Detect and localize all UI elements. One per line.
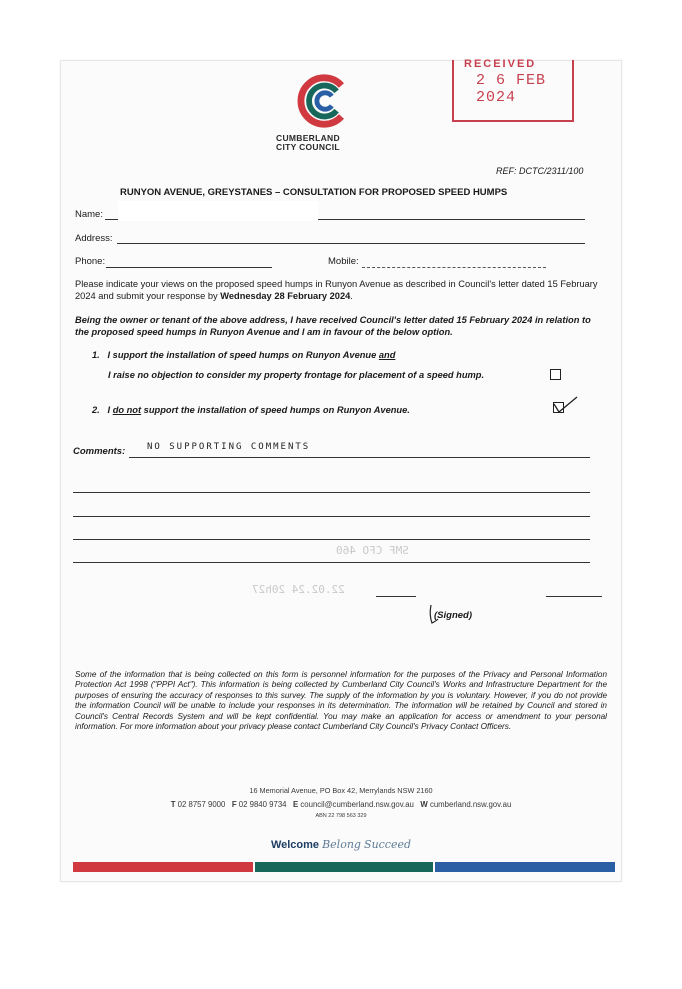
show-through-date: 22.02.24 20h27 <box>252 583 345 596</box>
fax-value: 02 9840 9734 <box>238 800 287 809</box>
phone-value: 02 8757 9000 <box>177 800 226 809</box>
phone-key: T <box>170 800 176 809</box>
council-logo-icon <box>296 72 354 130</box>
comments-line-2[interactable] <box>73 492 590 493</box>
comments-line-5[interactable] <box>73 562 590 563</box>
redaction <box>118 201 318 221</box>
name-label: Name: <box>75 209 103 220</box>
council-name <box>276 134 396 152</box>
web-link[interactable]: cumberland.nsw.gov.au <box>429 800 512 809</box>
tagline <box>0 838 682 851</box>
council-name-line1: CUMBERLAND <box>276 133 340 143</box>
email-key: E <box>293 800 299 809</box>
option-1-checkbox[interactable] <box>550 369 561 380</box>
fax-key: F <box>231 800 237 809</box>
footer-contacts <box>0 800 682 809</box>
comments-line-3[interactable] <box>73 516 590 517</box>
intro-paragraph <box>75 278 605 302</box>
footer-bar-green <box>255 862 433 872</box>
phone-field[interactable] <box>106 267 272 268</box>
mobile-label: Mobile: <box>328 256 359 267</box>
comments-line-1[interactable] <box>129 457 590 458</box>
deadline: Wednesday 28 February 2024 <box>220 291 351 301</box>
phone-label: Phone: <box>75 256 106 267</box>
show-through-text: SMF CFO 460 <box>336 544 409 557</box>
comments-label: Comments: <box>73 446 126 457</box>
address-field[interactable] <box>117 243 585 244</box>
tagline-succeed: Succeed <box>364 838 412 851</box>
checkmark-icon <box>551 395 579 415</box>
signature-right-line[interactable] <box>546 596 602 597</box>
intro-end: . <box>350 291 353 301</box>
stamp-text: RECEIVED <box>464 58 537 70</box>
mobile-field[interactable] <box>362 267 546 268</box>
reference-number: REF: DCTC/2311/100 <box>496 166 584 176</box>
council-name-line2: CITY COUNCIL <box>276 142 340 152</box>
comments-line-4[interactable] <box>73 539 590 540</box>
option-1-line2: I raise no objection to consider my property frontage for placement of a speed hump. <box>108 370 485 380</box>
tagline-belong: Belong <box>322 838 361 851</box>
option-2-do-not: do not <box>112 405 142 415</box>
footer-abn: ABN 22 798 563 329 <box>315 813 367 819</box>
option-2 <box>92 405 410 415</box>
email-link[interactable]: council@cumberland.nsw.gov.au <box>300 800 414 809</box>
handwritten-comment: NO SUPPORTING COMMENTS <box>147 442 311 452</box>
footer-bar-red <box>73 862 253 872</box>
option-1-line1 <box>92 350 395 360</box>
option-2-number: 2. <box>92 405 100 415</box>
tagline-welcome: Welcome <box>270 839 320 851</box>
web-key: W <box>420 800 428 809</box>
intro-text: Please indicate your views on the proposed speed humps in Runyon Avenue as described in Council's letter dated 15 February 2024 and submit your response by <box>75 279 598 301</box>
footer-bar-blue <box>435 862 615 872</box>
privacy-notice: Some of the information that is being collected on this form is personnel information for the purposes of the Privacy and Personal Information Protection Act 1998 ("PPPI Act"). This information is being collected by Cumberland City Council's Works and Infrastructure Department for the purposes of ensuring the accuracy of responses to this survey. The supply of the information by you is voluntary. However, if you do not provide the information Council will be unable to include your responses in its determination. The information will be retained by Council and stored in Council's Central Records System and will be kept confidential. You may make an application for access or amendment to your personal information. For more information about your privacy please contact Cumberland City Council's Privacy Contact Officers. <box>75 670 607 732</box>
option-1-number: 1. <box>92 350 100 360</box>
footer-address: 16 Memorial Avenue, PO Box 42, Merrylands NSW 2160 <box>249 786 433 795</box>
option-2-text-b: support the installation of speed humps on Runyon Avenue. <box>141 405 410 415</box>
signed-label: (Signed) <box>434 610 472 621</box>
option-1-and: and <box>378 350 396 360</box>
declaration: Being the owner or tenant of the above address, I have received Council's letter dated 15 February 2024 in relation to the proposed speed humps in Runyon Avenue and I am in favour of the below option. <box>75 315 591 337</box>
option-2-text-a: I <box>107 405 113 415</box>
address-label: Address: <box>75 233 113 244</box>
signature-date-line[interactable] <box>376 596 416 597</box>
option-1-text: I support the installation of speed humps on Runyon Avenue <box>107 350 379 360</box>
received-stamp <box>452 60 574 122</box>
stamp-date: 2 6 FEB 2024 <box>476 72 547 106</box>
form-page <box>60 60 622 882</box>
form-title: RUNYON AVENUE, GREYSTANES – CONSULTATION FOR PROPOSED SPEED HUMPS <box>120 187 508 198</box>
